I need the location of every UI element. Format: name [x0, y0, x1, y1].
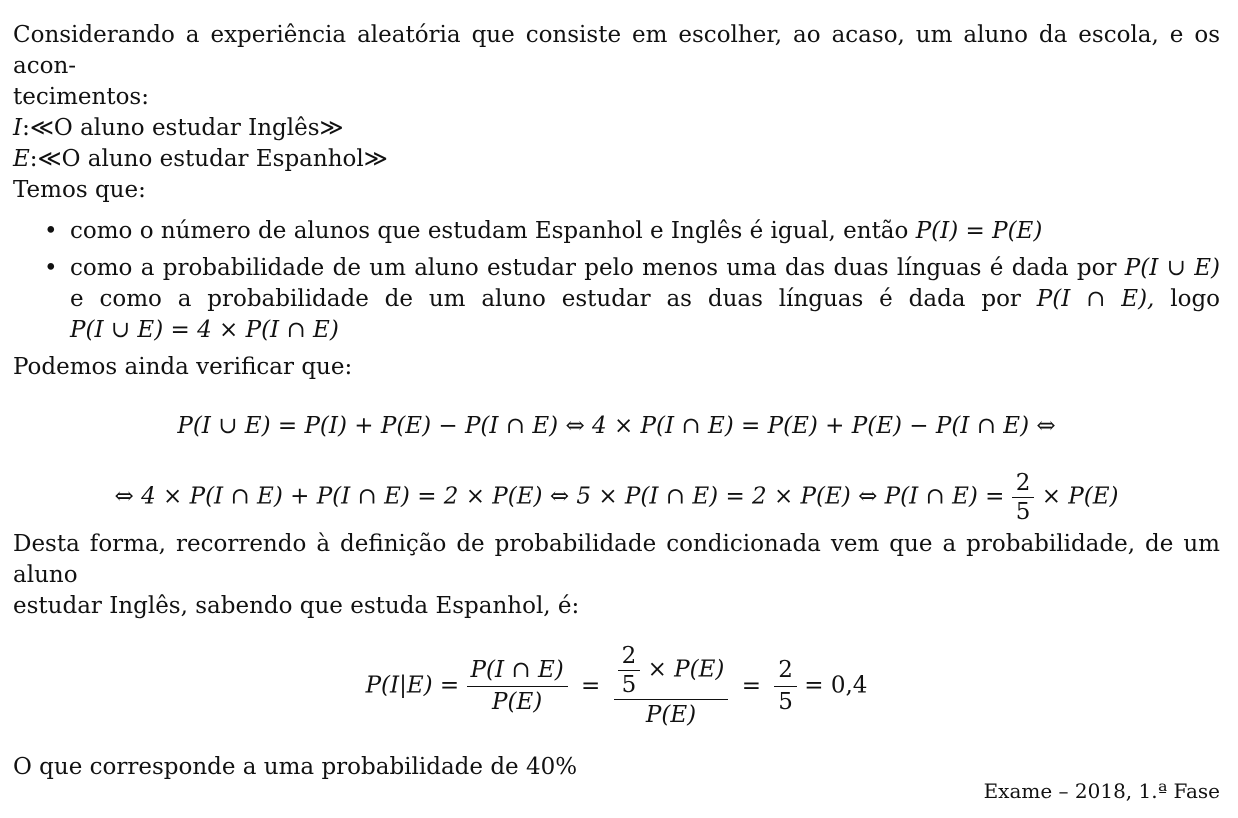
equation-3-result: = 0,4	[804, 672, 868, 699]
event-E-variable: E	[13, 146, 30, 172]
event-E-text: :≪O aluno estudar Espanhol≫	[29, 146, 388, 172]
equation-2-fraction	[1012, 469, 1035, 526]
bullet-2-line-2-math: P(I ∩ E),	[1036, 286, 1155, 312]
equation-2-right: × P(E)	[1041, 483, 1119, 510]
equation-3-fraction-1-denominator: P(E)	[467, 686, 568, 718]
intro-line-2: tecimentos:	[13, 84, 149, 110]
temos-que: Temos que:	[13, 177, 146, 203]
solution-page	[13, 20, 1220, 783]
bullet-1-math: P(I) = P(E)	[915, 218, 1043, 244]
equation-3-fraction-2-numerator	[614, 642, 729, 699]
bullet-2-line-1-math: P(I ∪ E)	[1124, 255, 1220, 281]
equation-3-inner-denominator: 5	[618, 670, 641, 699]
intro-line-1: Considerando a experiência aleatória que consiste em escolher, ao acaso, um aluno da escola, e os acon-	[13, 22, 1220, 79]
equation-1	[13, 411, 1220, 447]
bullet-dot-icon: •	[44, 255, 58, 281]
bullet-2-line-2-end: logo	[1170, 286, 1221, 312]
equation-1-text: P(I ∪ E) = P(I) + P(E) − P(I ∩ E) ⇔ 4 × P(I ∩ E) = P(E) + P(E) − P(I ∩ E) ⇔	[177, 413, 1056, 439]
equation-3-fraction-2-numerator-rest: × P(E)	[647, 656, 725, 683]
equation-3-fraction-1-numerator: P(I ∩ E)	[470, 657, 564, 683]
bullet-1-text: como o número de alunos que estudam Espanhol e Inglês é igual, então	[70, 218, 909, 244]
event-E-definition	[13, 144, 1220, 175]
bullet-2-line-3-math: P(I ∪ E) = 4 × P(I ∩ E)	[70, 317, 339, 343]
bullet-item-equal-counts	[13, 216, 1220, 247]
conclusion-text: O que corresponde a uma probabilidade de 40%	[13, 754, 578, 780]
exam-source: Exame – 2018, 1.ª Fase	[983, 779, 1220, 803]
equation-2-left: ⇔ 4 × P(I ∩ E) + P(I ∩ E) = 2 × P(E) ⇔ 5 × P(I ∩ E) = 2 × P(E) ⇔ P(I ∩ E) =	[114, 483, 1005, 510]
equation-3-equals-1: =	[581, 672, 601, 699]
equation-3-inner-numerator: 2	[621, 643, 637, 669]
equation-3-fraction-2	[614, 642, 729, 731]
equation-2	[13, 469, 1220, 529]
equation-2-fraction-numerator: 2	[1015, 470, 1031, 496]
equation-3-lhs: P(I|E) =	[365, 672, 460, 699]
equation-3-inner-fraction	[618, 642, 641, 699]
equation-3-fraction-3	[774, 655, 797, 718]
bullet-2-line-2	[70, 284, 1220, 315]
bullet-2-line-1-text: como a probabilidade de um aluno estudar pelo menos uma das duas línguas é dada por	[70, 255, 1117, 281]
podemos-text: Podemos ainda verificar que:	[13, 354, 353, 380]
equation-3-fraction-2-denominator: P(E)	[614, 699, 729, 731]
equation-3-fraction-3-denominator: 5	[774, 686, 797, 718]
desta-line-2: estudar Inglês, sabendo que estuda Espanhol, é:	[13, 593, 580, 619]
equation-3-fraction-1	[467, 655, 568, 718]
bullet-item-union-intersection	[13, 253, 1220, 346]
equation-2-fraction-denominator: 5	[1012, 497, 1035, 526]
bullet-2-line-1	[70, 253, 1220, 284]
event-I-text: :≪O aluno estudar Inglês≫	[22, 115, 344, 141]
event-I-variable: I	[13, 115, 23, 141]
event-I-definition	[13, 113, 1220, 144]
bullet-2-line-2-text: e como a probabilidade de um aluno estudar as duas línguas é dada por	[70, 286, 1021, 312]
equation-3-fraction-3-numerator: 2	[778, 657, 793, 683]
equation-3-equals-2: =	[741, 672, 761, 699]
bullet-dot-icon: •	[44, 218, 58, 244]
bullet-list	[13, 216, 1220, 346]
desta-line-1: Desta forma, recorrendo à definição de probabilidade condicionada vem que a probabilidade, de um aluno	[13, 531, 1220, 588]
equation-3	[13, 642, 1220, 752]
